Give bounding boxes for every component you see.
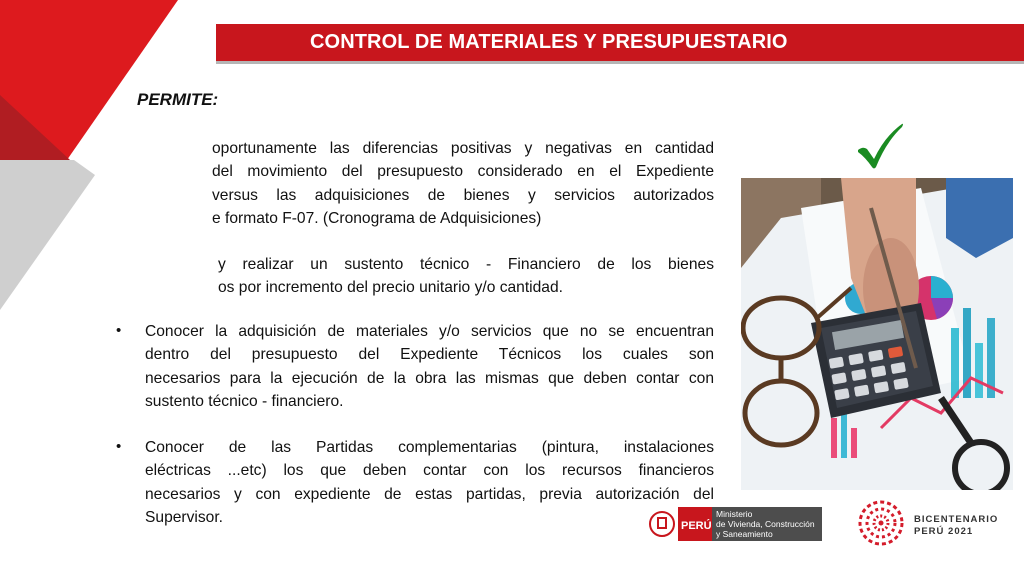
paragraph-line: Supervisor. xyxy=(145,508,224,526)
ministry-line-2: de Vivienda, Construcción xyxy=(716,519,815,529)
paragraph-line: y realizar un sustento técnico - Financiero de los bienes xyxy=(218,256,714,273)
paragraph-line: del movimiento del presupuesto considerado en el Expediente xyxy=(212,163,714,181)
ministry-line-3: y Saneamiento xyxy=(716,529,773,539)
bicentenario-line-2: PERÚ 2021 xyxy=(914,526,974,537)
bullet-marker: • xyxy=(116,322,122,339)
paragraph-line: dentro del presupuesto del Expediente Técnicos los cuales son xyxy=(145,346,714,364)
paragraph-1 xyxy=(212,137,714,230)
section-label: PERMITE: xyxy=(137,90,219,109)
page-title: CONTROL DE MATERIALES Y PRESUPUESTARIO xyxy=(310,31,788,53)
paragraph-line: Conocer de las Partidas complementarias (pintura, instalaciones xyxy=(145,439,714,456)
checkmark-icon xyxy=(855,122,905,170)
peru-label: PERÚ xyxy=(681,520,712,532)
finance-photo xyxy=(741,178,1013,490)
paragraph-line: necesarios y con expediente de estas partidas, previa autorización del xyxy=(145,485,714,503)
paragraph-line: sustento técnico - financiero. xyxy=(145,392,344,410)
paragraph-line: e formato F-07. (Cronograma de Adquisiciones) xyxy=(212,209,542,227)
ministry-logo xyxy=(648,505,822,543)
paragraph-line: Conocer la adquisición de materiales y/o servicios que no se encuentran xyxy=(145,323,714,340)
paragraph-4 xyxy=(145,436,714,529)
bicentenario-logo xyxy=(856,498,1001,548)
ministry-line-1: Ministerio xyxy=(716,509,753,519)
paragraph-line: oportunamente las diferencias positivas y negativas en cantidad xyxy=(212,140,714,157)
paragraph-3 xyxy=(145,320,714,413)
paragraph-line: versus las adquisiciones de bienes y servicios autorizados xyxy=(212,186,714,204)
bicentenario-line-1: BICENTENARIO xyxy=(914,514,999,525)
bullet-marker: • xyxy=(116,438,122,455)
paragraph-line: eléctricas ...etc) los que deben contar con los recursos financieros xyxy=(145,462,714,480)
paragraph-line: os por incremento del precio unitario y/o cantidad. xyxy=(218,279,563,297)
title-bar xyxy=(216,24,1024,64)
paragraph-line: necesarios para la ejecución de la obra las mismas que deben contar con xyxy=(145,369,714,387)
corner-decoration xyxy=(0,0,240,330)
paragraph-2 xyxy=(218,253,714,300)
